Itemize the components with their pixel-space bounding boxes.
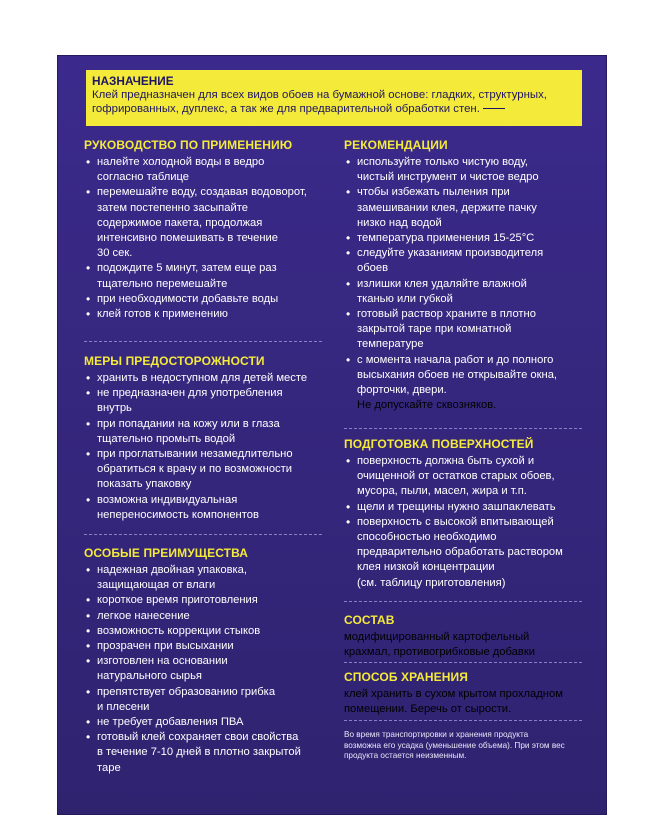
list-item (84, 371, 324, 386)
list-item-line: • следуйте указаниям производителя (357, 247, 544, 260)
list-item-line: непереносимость компонентов (97, 508, 259, 521)
list-item (84, 654, 328, 684)
list-item (84, 447, 324, 493)
list-item-line: тщательно промыть водой (97, 432, 236, 445)
list-item (84, 685, 328, 715)
list-item (344, 500, 588, 515)
advantages-section (84, 546, 328, 776)
storage-title: СПОСОБ ХРАНЕНИЯ (344, 670, 468, 684)
list-item-line: • температура применения 15-25°С (357, 232, 535, 245)
list-item-line: (см. таблицу приготовления) (357, 576, 506, 589)
list-item-line: • используйте только чистую воду, (357, 156, 529, 168)
recommendations-section (344, 138, 588, 413)
list-item-line: таре (97, 761, 121, 774)
list-item-line: • не предназначен для употребления (97, 387, 283, 400)
composition-title: СОСТАВ (344, 613, 395, 627)
list-item-line: высыхания обоев не открывайте окна, (357, 368, 558, 381)
list-item-line: • готовый клей сохраняет свои свойства (97, 731, 299, 744)
list-item-line: • излишки клея удаляйте влажной (357, 277, 527, 290)
package-back-panel (58, 56, 606, 814)
precautions-list (84, 371, 324, 523)
list-item (344, 231, 588, 246)
note-line: Во время транспортировки и хранения продукта (344, 730, 529, 739)
list-item-line: • возможна индивидуальная (97, 493, 238, 506)
list-item (84, 386, 324, 416)
list-item-line: показать упаковку (97, 478, 192, 491)
list-item-line: • с момента начала работ и до полного (357, 353, 554, 366)
divider (344, 428, 582, 429)
transport-note (344, 730, 594, 762)
purpose-line-2: гофрированных, дуплекс, а так же для предварительной обработки стен. (92, 103, 480, 115)
purpose-title: НАЗНАЧЕНИЕ (92, 74, 174, 88)
list-item-line: • перемешайте воду, создавая водоворот, (97, 186, 307, 199)
storage-line: клей хранить в сухом крытом прохладном (344, 688, 563, 700)
list-item-line: • подождите 5 минут, затем еще раз (97, 262, 277, 275)
list-item (84, 493, 324, 523)
preparation-title: ПОДГОТОВКА ПОВЕРХНОСТЕЙ (344, 437, 534, 451)
composition-line: модифицированный картофельный (344, 631, 530, 643)
list-item (84, 639, 328, 654)
list-item-line: • готовый раствор храните в плотно (357, 308, 536, 321)
note-line: возможна его усадка (уменьшение объема). При этом вес (344, 740, 565, 750)
divider (344, 720, 582, 721)
list-item-line: способностью необходимо (357, 531, 497, 544)
list-item-line: • короткое время приготовления (97, 594, 258, 607)
usage-title: РУКОВОДСТВО ПО ПРИМЕНЕНИЮ (84, 138, 293, 152)
list-item-line: обоев (357, 262, 389, 275)
list-item (344, 454, 588, 500)
list-item (84, 624, 328, 639)
divider (84, 534, 322, 535)
list-item-line: • надежная двойная упаковка, (97, 564, 247, 576)
list-item-line: согласно таблице (97, 171, 190, 184)
list-item-line: предварительно обработать раствором (357, 546, 563, 559)
list-item (344, 246, 588, 276)
list-item-line: клея низкой концентрации (357, 561, 495, 574)
list-item-line: • поверхность должна быть сухой и (357, 455, 535, 467)
list-item-line: интенсивно помешивать в течение (97, 232, 278, 245)
list-item (84, 563, 328, 593)
purpose-box (86, 70, 582, 126)
list-item-line: • щели и трещины нужно зашпаклевать (357, 500, 556, 513)
list-item (84, 730, 328, 776)
note-line: продукта остается неизменным. (344, 751, 467, 760)
divider (344, 662, 582, 663)
list-item-line: • налейте холодной воды в ведро (97, 156, 265, 168)
list-item-line: • при проглатывании незамедлительно (97, 448, 293, 461)
list-item-line: • прозрачен при высыхании (97, 640, 234, 653)
advantages-title: ОСОБЫЕ ПРЕИМУЩЕСТВА (84, 546, 249, 560)
list-item-line: мусора, пыли, масел, жира и т.п. (357, 485, 527, 498)
list-item (84, 155, 324, 185)
list-item-line: затем постепенно засыпайте (97, 201, 248, 214)
list-item-line: низко над водой (357, 216, 442, 229)
list-item (84, 593, 328, 608)
divider (84, 341, 322, 342)
precautions-title: МЕРЫ ПРЕДОСТОРОЖНОСТИ (84, 354, 265, 368)
list-item-line: натурального сырья (97, 670, 202, 683)
storage-line: помещении. Беречь от сырости. (344, 703, 512, 716)
list-item-line: температуре (357, 338, 424, 351)
precautions-section (84, 354, 324, 523)
list-item (84, 292, 324, 307)
list-item (84, 307, 324, 322)
list-item (344, 277, 588, 307)
list-item-line: • при попадании на кожу или в глаза (97, 417, 280, 430)
storage-section (344, 670, 594, 717)
list-item-line: и плесени (97, 700, 150, 713)
list-item-line: чистый инструмент и чистое ведро (357, 171, 539, 184)
list-item (84, 185, 324, 261)
list-item (344, 515, 588, 591)
list-item-line: очищенной от остатков старых обоев, (357, 470, 555, 483)
usage-section (84, 138, 324, 322)
list-item-line: • клей готов к применению (97, 308, 228, 321)
list-item-line: • хранить в недоступном для детей месте (97, 372, 308, 384)
list-item (344, 185, 588, 231)
advantages-list (84, 563, 328, 776)
list-item (344, 353, 588, 399)
list-item (84, 609, 328, 624)
list-item-line: тщательно перемешайте (97, 277, 228, 290)
preparation-list (344, 454, 588, 591)
list-item-line: • при необходимости добавьте воды (97, 292, 279, 305)
list-item-line: внутрь (97, 402, 132, 415)
list-item (344, 307, 588, 353)
list-item-line: форточки, двери. (357, 384, 447, 397)
recommendations-list (344, 155, 588, 398)
usage-list (84, 155, 324, 322)
list-item-line: закрытой таре при комнатной (357, 323, 512, 336)
list-item (84, 417, 324, 447)
list-item-line: замешивании клея, держите пачку (357, 201, 537, 214)
composition-section (344, 613, 588, 660)
list-item-line: в течение 7-10 дней в плотно закрытой (97, 746, 301, 759)
list-item-line: • препятствует образованию грибка (97, 685, 276, 698)
list-item (84, 715, 328, 730)
purpose-line-1: Клей предназначен для всех видов обоев на бумажной основе: гладких, структурных, (92, 89, 547, 101)
list-item-line: защищающая от влаги (97, 579, 216, 592)
list-item-line: • не требует добавления ПВА (97, 716, 244, 729)
list-item (344, 155, 588, 185)
recommendations-extra: Не допускайте сквозняков. (357, 399, 497, 412)
list-item-line: • изготовлен на основании (97, 655, 228, 668)
list-item-line: • возможность коррекции стыков (97, 624, 261, 637)
preparation-section (344, 437, 588, 591)
list-item-line: содержимое пакета, продолжая (97, 216, 263, 229)
list-item-line: обратиться к врачу и по возможности (97, 463, 293, 476)
recommendations-title: РЕКОМЕНДАЦИИ (344, 138, 448, 152)
list-item-line: тканью или губкой (357, 292, 453, 305)
purpose-dash (483, 108, 505, 109)
list-item-line: • поверхность с высокой впитывающей (357, 515, 554, 528)
list-item-line: 30 сек. (97, 247, 133, 260)
purpose-line-2-row (92, 102, 576, 116)
list-item-line: • легкое нанесение (97, 609, 190, 622)
list-item (84, 261, 324, 291)
divider (344, 601, 582, 602)
composition-line: крахмал, противогрибковые добавки (344, 646, 535, 659)
list-item-line: • чтобы избежать пыления при (357, 186, 510, 199)
